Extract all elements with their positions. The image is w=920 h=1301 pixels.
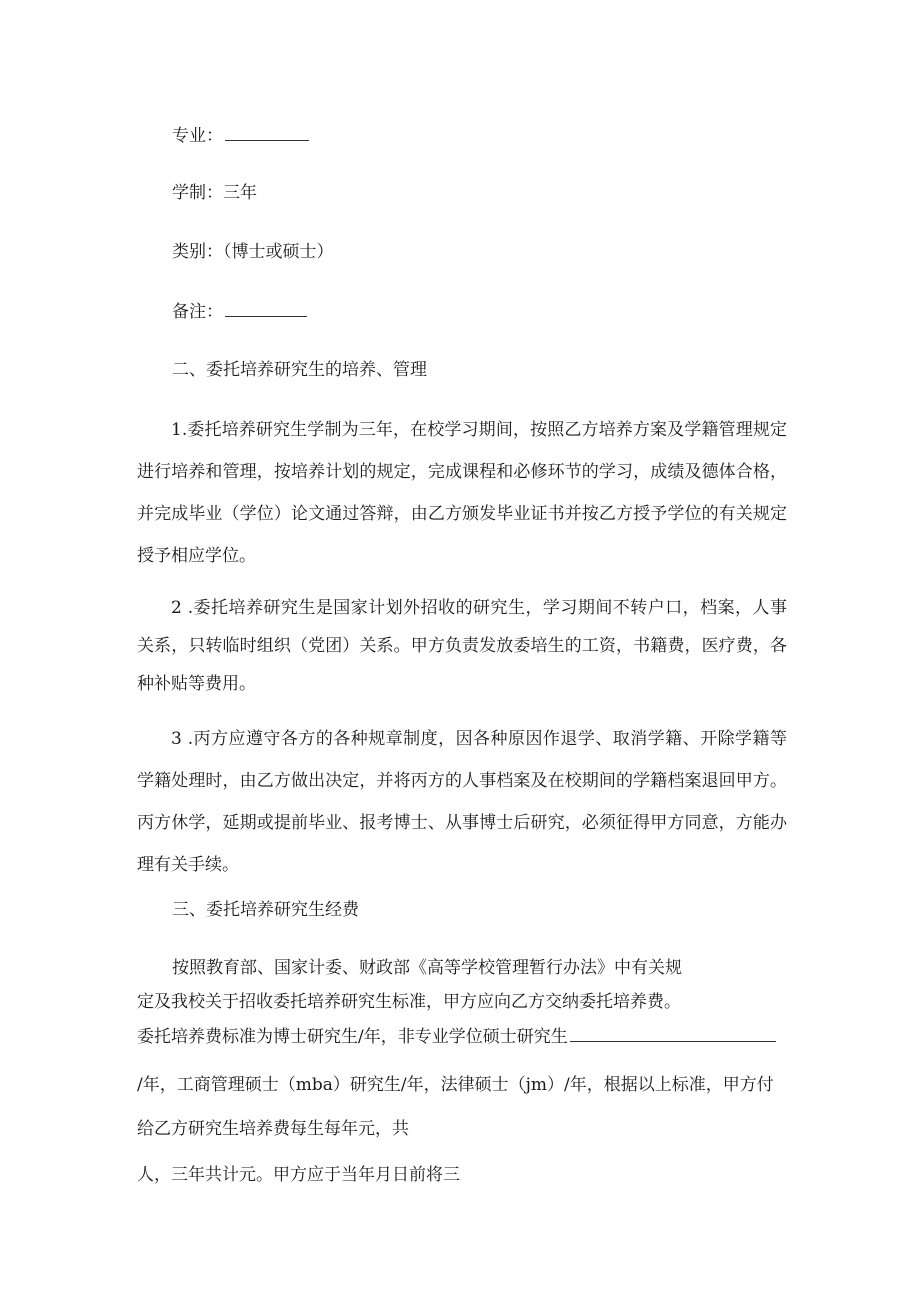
section3-line1: 按照教育部、国家计委、财政部《高等学校管理暂行办法》中有关规 [172,958,682,978]
section3-line3-text: 委托培养费标准为博士研究生/年，非专业学位硕士研究生 [137,1027,568,1047]
remark-field [172,300,307,324]
major-field [172,124,309,148]
section2-item1 [137,409,787,577]
section2-item3-text: 3 .丙方应遵守各方的各种规章制度，因各种原因作退学、取消学籍、开除学籍等学籍处理时，由乙方做出决定，并将丙方的人事档案及在校期间的学籍档案退回甲方。丙方休学，延期或提前毕业、报考博士、从事博士后研究，必须征得甲方同意，方能办理有关手续。 [137,729,787,875]
section3-heading: 三、委托培养研究生经费 [172,900,359,920]
major-label: 专业： [172,126,223,146]
category-field: 类别：（博士或硕士） [172,242,334,262]
section2-heading: 二、委托培养研究生的培养、管理 [172,360,427,380]
section2-item3 [137,718,787,886]
remark-label: 备注： [172,302,223,322]
section2-item2-text: 2 .委托培养研究生是国家计划外招收的研究生，学习期间不转户口，档案，人事关系，只转临时组织（党团）关系。甲方负责发放委培生的工资，书籍费，医疗费，各种补贴等费用。 [137,598,787,694]
section2-item1-text: 1.委托培养研究生学制为三年，在校学习期间，按照乙方培养方案及学籍管理规定进行培养和管理，按培养计划的规定，完成课程和必修环节的学习，成绩及德体合格，并完成毕业（学位）论文通过答辩，由乙方颁发毕业证书并按乙方授予学位的有关规定授予相应学位。 [137,420,787,566]
section3-line5: 给乙方研究生培养费每生每年元，共 [137,1119,409,1139]
section3-line2: 定及我校关于招收委托培养研究生标准，甲方应向乙方交纳委托培养费。 [137,992,681,1012]
non-professional-master-fee-blank[interactable] [570,1025,776,1042]
remark-blank[interactable] [225,300,307,317]
section3-line6: 人，三年共计元。甲方应于当年月日前将三 [137,1165,460,1185]
schooling-field: 学制：三年 [172,183,257,203]
major-blank[interactable] [225,124,309,141]
section3-line3 [137,1025,776,1049]
section3-line4: /年，工商管理硕士（mba）研究生/年，法律硕士（jm）/年，根据以上标准，甲方付 [137,1075,774,1095]
section2-item2 [137,589,787,703]
